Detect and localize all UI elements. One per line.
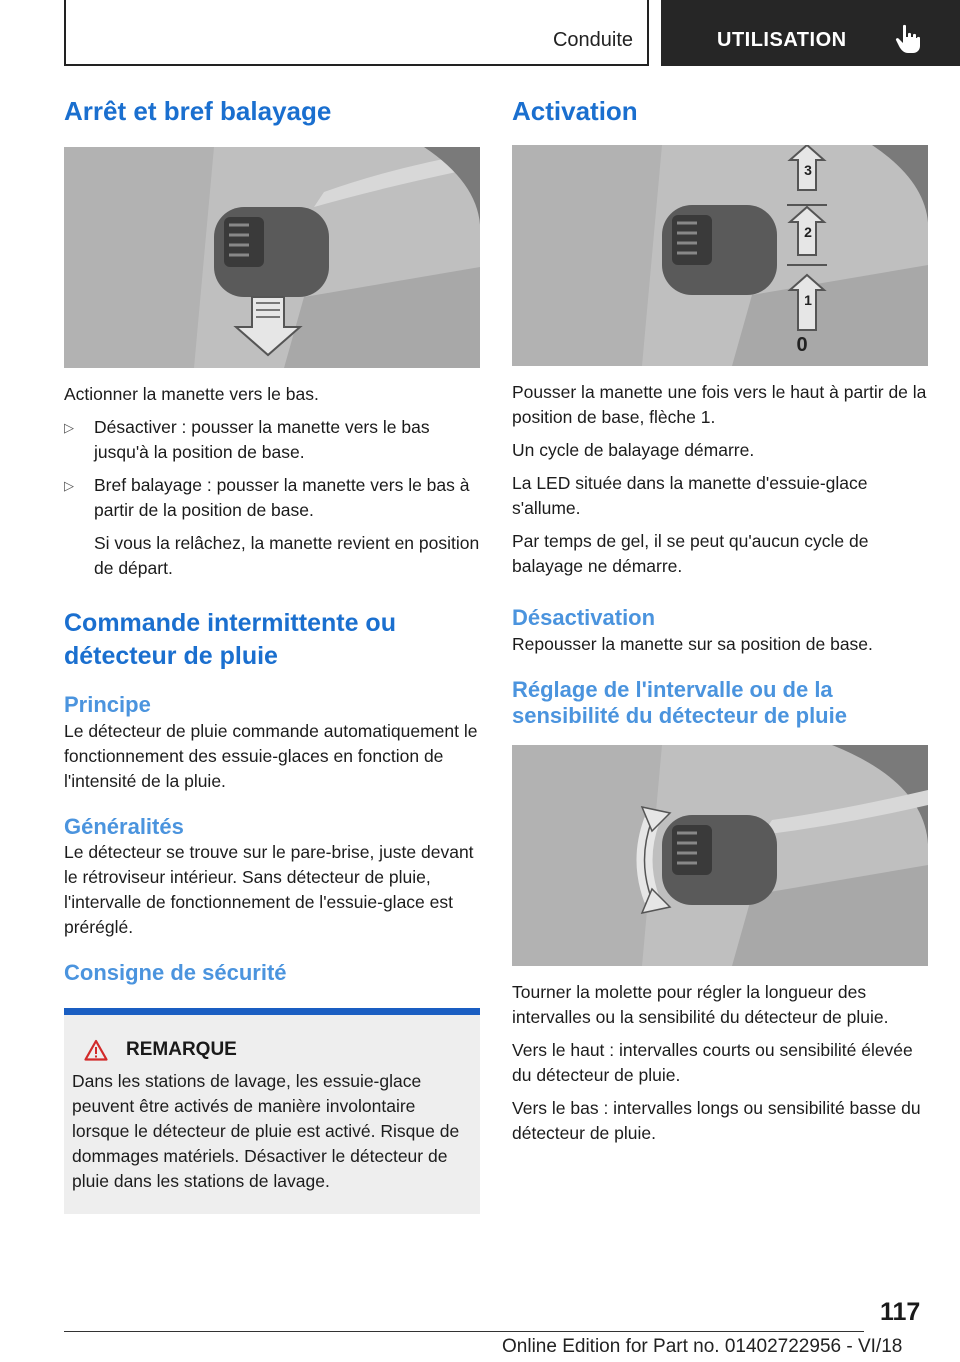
footer-edition: Online Edition for Part no. 01402722956 - VI/18 [502,1336,903,1357]
reglage-text-1: Tourner la molette pour régler la longueur des intervalles ou la sensibilité du détecteur de pluie. [512,982,889,1028]
activation-text-3: La LED située dans la manette d'essuie-glace s'allume. [512,473,868,519]
list-item [64,415,480,465]
figure-lever-up [512,145,928,366]
triangle-bullet-icon: ▷ [64,478,74,494]
list-item [64,473,480,523]
subsection-title-generalites: Généralités [64,813,184,839]
lever-up-illustration [512,145,928,366]
header-section-label: Conduite [552,29,633,51]
reglage-text-3: Vers le bas : intervalles longs ou sensibilité basse du détecteur de pluie. [512,1098,921,1144]
subsection-title-desactivation: Désactivation [512,605,656,631]
footer-divider [64,1331,864,1332]
warning-triangle-icon [84,1039,108,1061]
subsection-title-reglage: Réglage de l'intervalle ou de la sensibilité du détecteur de pluie [512,676,847,728]
activation-text-4: Par temps de gel, il se peut qu'aucun cycle de balayage ne démarre. [512,531,869,577]
figure-label-0: 0 [796,334,808,357]
triangle-bullet-icon: ▷ [64,420,74,436]
notice-box [64,1008,480,1214]
page-number: 117 [880,1298,921,1326]
figure-lever-down [64,147,480,368]
subsection-title-principe: Principe [64,692,151,718]
notice-heading-label: REMARQUE [126,1039,237,1061]
section-title-activation: Activation [512,96,638,126]
intro-text: Actionner la manette vers le bas. [64,384,319,405]
thumbwheel-illustration [512,745,928,966]
header-chapter-label: UTILISATION [717,29,847,51]
activation-text-2: Un cycle de balayage démarre. [512,440,755,461]
section-title-arret: Arrêt et bref balayage [64,96,332,126]
figure-thumbwheel [512,745,928,966]
hand-pointer-icon [895,24,921,54]
notice-heading [72,1039,472,1061]
list-item-text: Bref balayage : pousser la manette vers le bas à partir de la position de base. [94,475,470,521]
left-column [64,96,480,1214]
notice-text: Dans les stations de lavage, les essuie-glace peuvent être activés de manière involontaire lorsque le détecteur de pluie est activé. Risque de dommages matériels. Désactiver le détecteur de pluie dans les stations de lavage. [72,1071,460,1192]
lever-down-illustration [64,147,480,368]
figure-label-3: 3 [804,162,812,179]
section-title-commande: Commande intermittente ou détecteur de pluie [64,609,396,670]
action-list [64,415,480,523]
subsection-title-consigne: Consigne de sécurité [64,959,287,985]
right-column [512,96,928,1146]
reglage-text-2: Vers le haut : intervalles courts ou sensibilité élevée du détecteur de pluie. [512,1040,913,1086]
activation-text-1: Pousser la manette une fois vers le haut à partir de la position de base, flèche 1. [512,382,927,428]
principe-text: Le détecteur de pluie commande automatiquement le fonctionnement des essuie-glaces en fonction de l'intensité de la pluie. [64,720,478,791]
desactivation-text: Repousser la manette sur sa position de base. [512,633,873,654]
figure-label-1: 1 [804,292,812,309]
figure-label-2: 2 [804,224,812,241]
header-section-tab [64,0,649,66]
generalites-text: Le détecteur se trouve sur le pare-brise, juste devant le rétroviseur intérieur. Sans détecteur de pluie, l'intervalle de fonctionnement de l'essuie-glace est préréglé. [64,841,474,937]
bullet-note: Si vous la relâchez, la manette revient en position de départ. [94,533,480,579]
list-item-text: Désactiver : pousser la manette vers le bas jusqu'à la position de base. [94,417,430,463]
header-chapter-tab [661,0,960,66]
